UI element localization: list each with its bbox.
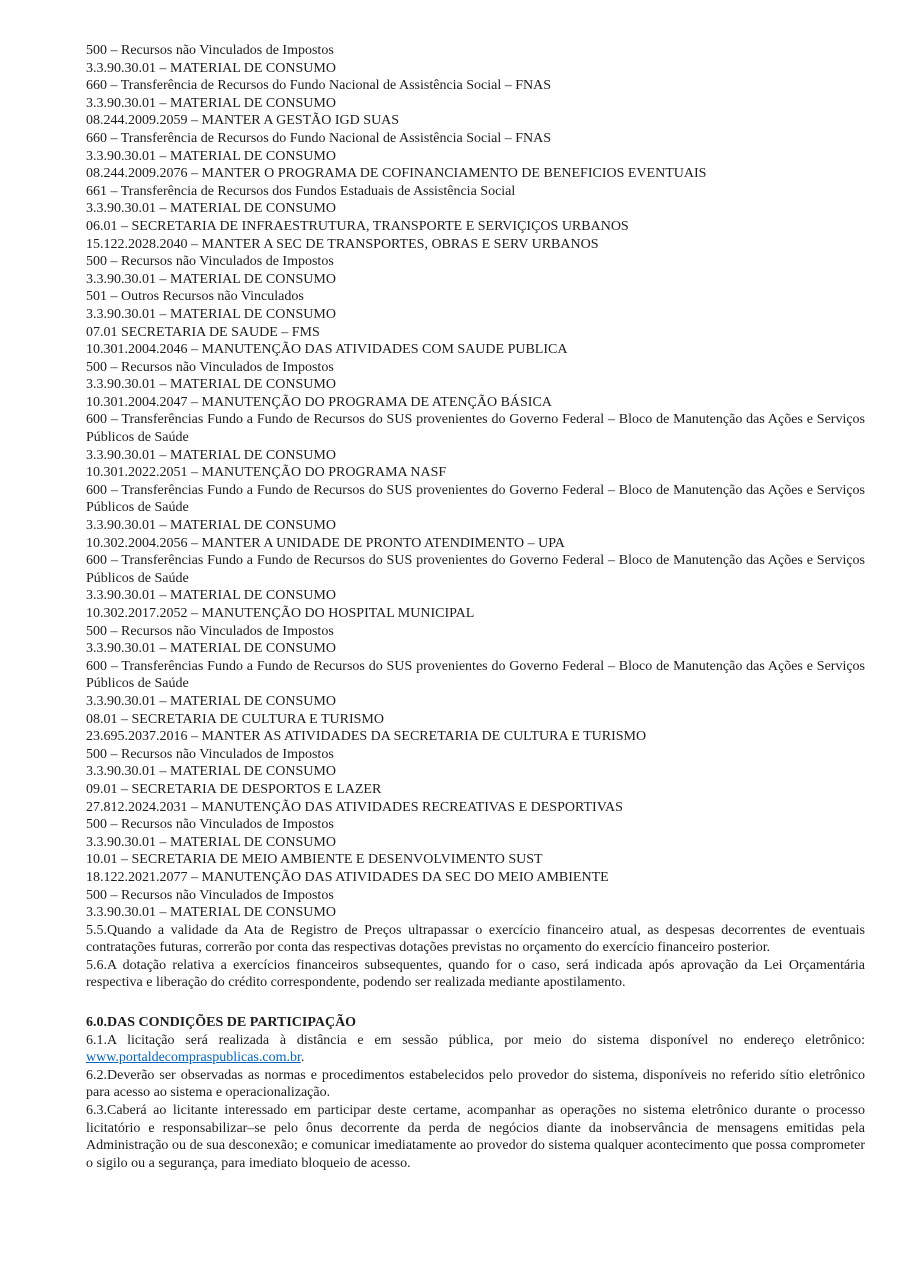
budget-line: 10.301.2004.2046 – MANUTENÇÃO DAS ATIVIDADES COM SAUDE PUBLICA	[86, 342, 568, 358]
budget-dotation-list	[86, 42, 865, 922]
budget-line: 3.3.90.30.01 – MATERIAL DE CONSUMO	[86, 447, 336, 463]
budget-line: 600 – Transferências Fundo a Fundo de Recursos do SUS provenientes do Governo Federal – Bloco de Manutenção das Ações e Serviços Públicos de Saúde	[86, 553, 865, 586]
budget-line: 3.3.90.30.01 – MATERIAL DE CONSUMO	[86, 271, 336, 287]
budget-line: 500 – Recursos não Vinculados de Impostos	[86, 623, 334, 639]
budget-line: 15.122.2028.2040 – MANTER A SEC DE TRANSPORTES, OBRAS E SERV URBANOS	[86, 236, 599, 252]
budget-line: 3.3.90.30.01 – MATERIAL DE CONSUMO	[86, 60, 336, 76]
budget-line: 10.301.2022.2051 – MANUTENÇÃO DO PROGRAMA NASF	[86, 465, 447, 481]
budget-line: 3.3.90.30.01 – MATERIAL DE CONSUMO	[86, 693, 336, 709]
budget-line: 500 – Recursos não Vinculados de Impostos	[86, 746, 334, 762]
budget-line: 3.3.90.30.01 – MATERIAL DE CONSUMO	[86, 306, 336, 322]
budget-line: 500 – Recursos não Vinculados de Impostos	[86, 254, 334, 270]
budget-line: 660 – Transferência de Recursos do Fundo Nacional de Assistência Social – FNAS	[86, 130, 552, 146]
budget-line: 10.301.2004.2047 – MANUTENÇÃO DO PROGRAMA DE ATENÇÃO BÁSICA	[86, 394, 552, 410]
budget-line: 27.812.2024.2031 – MANUTENÇÃO DAS ATIVIDADES RECREATIVAS E DESPORTIVAS	[86, 799, 623, 815]
budget-line: 501 – Outros Recursos não Vinculados	[86, 289, 304, 305]
clause-6-2: 6.2.Deverão ser observadas as normas e procedimentos estabelecidos pelo provedor do sistema, disponíveis no referido sítio eletrônico para acesso ao sistema e operacionalização.	[86, 1067, 865, 1101]
budget-line: 10.302.2004.2056 – MANTER A UNIDADE DE PRONTO ATENDIMENTO – UPA	[86, 535, 565, 551]
clause-6-1-text: 6.1.A licitação será realizada à distância e em sessão pública, por meio do sistema disponível no endereço eletrônico:	[86, 1032, 865, 1048]
budget-line: 3.3.90.30.01 – MATERIAL DE CONSUMO	[86, 905, 336, 921]
budget-line: 06.01 – SECRETARIA DE INFRAESTRUTURA, TRANSPORTE E SERVIÇIÇOS URBANOS	[86, 218, 629, 234]
budget-line: 23.695.2037.2016 – MANTER AS ATIVIDADES DA SECRETARIA DE CULTURA E TURISMO	[86, 729, 647, 745]
budget-line: 500 – Recursos não Vinculados de Impostos	[86, 887, 334, 903]
budget-line: 10.01 – SECRETARIA DE MEIO AMBIENTE E DESENVOLVIMENTO SUST	[86, 852, 543, 868]
budget-line: 500 – Recursos não Vinculados de Impostos	[86, 359, 334, 375]
budget-line: 3.3.90.30.01 – MATERIAL DE CONSUMO	[86, 641, 336, 657]
budget-line: 18.122.2021.2077 – MANUTENÇÃO DAS ATIVIDADES DA SEC DO MEIO AMBIENTE	[86, 869, 609, 885]
budget-line: 600 – Transferências Fundo a Fundo de Recursos do SUS provenientes do Governo Federal – Bloco de Manutenção das Ações e Serviços Públicos de Saúde	[86, 658, 865, 692]
budget-line: 3.3.90.30.01 – MATERIAL DE CONSUMO	[86, 588, 336, 604]
budget-line: 3.3.90.30.01 – MATERIAL DE CONSUMO	[86, 834, 336, 850]
budget-line: 08.01 – SECRETARIA DE CULTURA E TURISMO	[86, 711, 384, 727]
budget-line: 08.244.2009.2076 – MANTER O PROGRAMA DE COFINANCIAMENTO DE BENEFICIOS EVENTUAIS	[86, 166, 707, 182]
portal-link[interactable]: www.portaldecompraspublicas.com.br	[86, 1050, 301, 1066]
clause-5-5: 5.5.Quando a validade da Ata de Registro de Preços ultrapassar o exercício financeiro atual, as despesas decorrentes de eventuais contratações futuras, correrão por conta das respectivas dotações previstas no orçamento do exercício financeiro posterior.	[86, 922, 865, 956]
budget-line: 660 – Transferência de Recursos do Fundo Nacional de Assistência Social – FNAS	[86, 78, 552, 94]
budget-line: 3.3.90.30.01 – MATERIAL DE CONSUMO	[86, 377, 336, 393]
budget-line: 500 – Recursos não Vinculados de Impostos	[86, 817, 334, 833]
section-6-heading: 6.0.DAS CONDIÇÕES DE PARTICIPAÇÃO	[86, 1015, 357, 1031]
budget-line: 600 – Transferências Fundo a Fundo de Recursos do SUS provenientes do Governo Federal – Bloco de Manutenção das Ações e Serviços Públicos de Saúde	[86, 482, 865, 516]
budget-line: 10.302.2017.2052 – MANUTENÇÃO DO HOSPITAL MUNICIPAL	[86, 606, 475, 621]
budget-line: 661 – Transferência de Recursos dos Fundos Estaduais de Assistência Social	[86, 183, 516, 199]
budget-line: 3.3.90.30.01 – MATERIAL DE CONSUMO	[86, 201, 336, 217]
budget-line: 07.01 SECRETARIA DE SAUDE – FMS	[86, 324, 320, 340]
clause-6-1	[86, 1032, 865, 1067]
budget-line: 500 – Recursos não Vinculados de Impostos	[86, 43, 334, 58]
clause-6-1-suffix: .	[300, 1050, 305, 1066]
budget-line: 3.3.90.30.01 – MATERIAL DE CONSUMO	[86, 148, 336, 164]
budget-line: 3.3.90.30.01 – MATERIAL DE CONSUMO	[86, 518, 336, 534]
budget-line: 3.3.90.30.01 – MATERIAL DE CONSUMO	[86, 764, 336, 780]
budget-line: 09.01 – SECRETARIA DE DESPORTOS E LAZER	[86, 781, 382, 797]
budget-line: 08.244.2009.2059 – MANTER A GESTÃO IGD SUAS	[86, 113, 400, 129]
budget-line: 3.3.90.30.01 – MATERIAL DE CONSUMO	[86, 95, 336, 111]
clause-6-3: 6.3.Caberá ao licitante interessado em participar deste certame, acompanhar as operações no sistema eletrônico durante o processo licitatório e responsabilizar–se pelo ônus decorrente da perda de negócios diante da inobservância de mensagens emitidas pela Administração ou de sua desconexão; e comunicar imediatamente ao provedor do sistema qualquer acontecimento que possa comprometer o sigilo ou a segurança, para imediato bloqueio de acesso.	[86, 1103, 865, 1171]
budget-line: 600 – Transferências Fundo a Fundo de Recursos do SUS provenientes do Governo Federal – Bloco de Manutenção das Ações e Serviços Públicos de Saúde	[86, 412, 865, 446]
clause-5-6: 5.6.A dotação relativa a exercícios financeiros subsequentes, quando for o caso, será indicada após aprovação da Lei Orçamentária respectiva e liberação do crédito correspondente, podendo ser realizada mediante apostilamento.	[86, 957, 865, 991]
